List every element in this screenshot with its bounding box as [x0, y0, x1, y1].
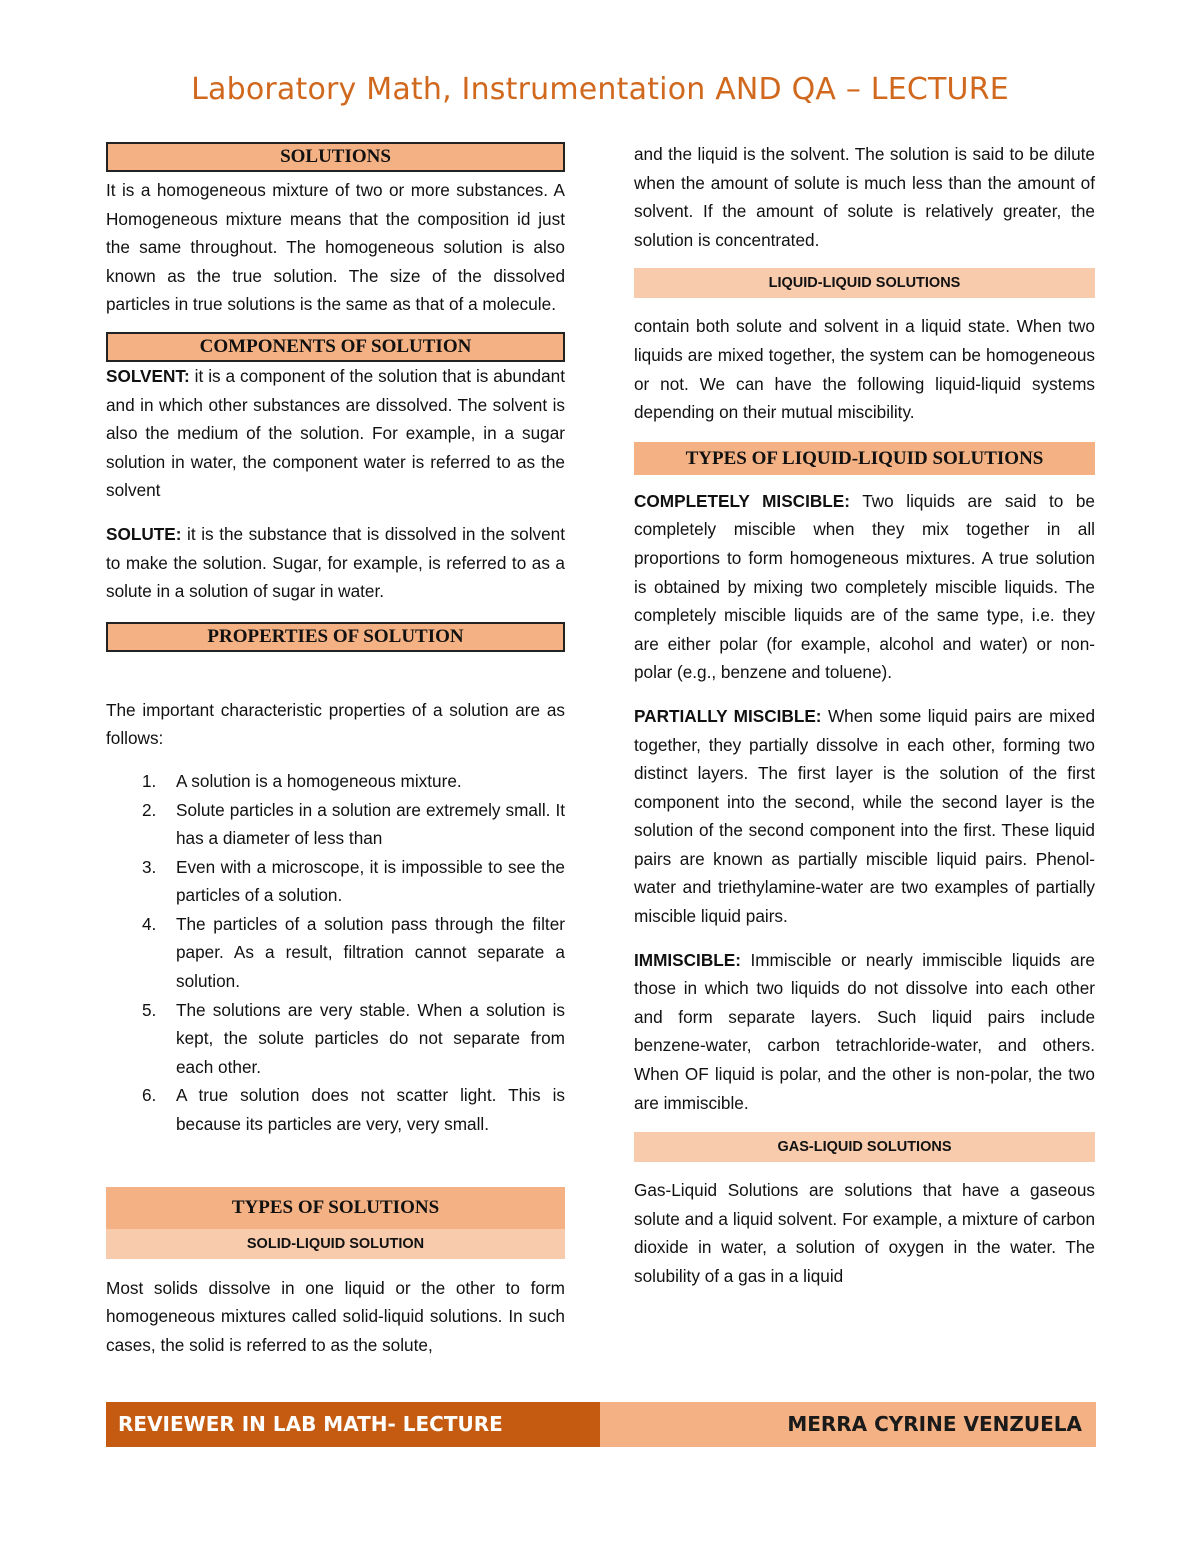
partially-label: PARTIALLY MISCIBLE: — [634, 705, 822, 726]
solute-label: SOLUTE: — [106, 523, 182, 544]
solute-text: it is the substance that is dissolved in the solvent to make the solution. Sugar, for example, is referred to as a solute in a solution of sugar in water. — [106, 523, 565, 602]
left-column — [106, 142, 565, 1359]
list-item: 1. A solution is a homogeneous mixture. — [142, 770, 462, 791]
completely-label: COMPLETELY MISCIBLE: — [634, 490, 850, 511]
properties-heading: PROPERTIES OF SOLUTION — [106, 622, 565, 652]
solutions-paragraph: It is a homogeneous mixture of two or more substances. A Homogeneous mixture means that the composition id just the same throughout. The homogeneous solution is also known as the true solution. The size of the dissolved particles in true solutions is the same as that of a molecule. — [106, 180, 565, 315]
partially-miscible-paragraph — [634, 702, 1095, 931]
types-of-solutions-block — [106, 1187, 565, 1259]
solvent-text: it is a component of the solution that is abundant and in which other substances are dissolved. The solvent is also the medium of the solution. For example, in a sugar solution in water, the component water is referred to as the solvent — [106, 365, 565, 501]
completely-miscible-paragraph — [634, 487, 1095, 687]
list-item: 3. Even with a microscope, it is impossible to see the particles of a solution. — [142, 856, 565, 906]
immiscible-label: IMMISCIBLE: — [634, 949, 741, 970]
partially-text: When some liquid pairs are mixed together, they partially dissolve in each other, forming two distinct layers. The first layer is the solution of the first component into the second, while the second layer is the solution of the second component into the first. These liquid pairs are known as partially miscible liquid pairs. Phenol-water and triethylamine-water are two examples of partially miscible liquid pairs. — [634, 705, 1096, 927]
properties-list — [106, 767, 565, 1139]
footer-left-label: REVIEWER IN LAB MATH- LECTURE — [106, 1402, 600, 1447]
continued-paragraph: and the liquid is the solvent. The solution is said to be dilute when the amount of solute is much less than the amount of solvent. If the amount of solute is relatively greater, the solution is concentrated. — [634, 144, 1095, 250]
types-liquid-liquid-heading: TYPES OF LIQUID-LIQUID SOLUTIONS — [634, 442, 1095, 475]
right-column — [634, 142, 1095, 1291]
completely-text: Two liquids are said to be completely miscible when they mix together in all proportions to form homogeneous mixtures. A true solution is obtained by mixing two completely miscible liquids. The completely miscible liquids are of the same type, i.e. they are either polar (for example, alcohol and water) or non-polar (e.g., benzene and toluene). — [634, 490, 1095, 683]
solutions-heading: SOLUTIONS — [106, 142, 565, 172]
components-heading: COMPONENTS OF SOLUTION — [106, 332, 565, 362]
properties-intro: The important characteristic properties of a solution are as follows: — [106, 699, 565, 749]
gas-liquid-paragraph: Gas-Liquid Solutions are solutions that have a gaseous solute and a liquid solvent. For example, a mixture of carbon dioxide in water, a solution of oxygen in the water. The solubility of a gas in a liquid — [634, 1180, 1095, 1286]
solvent-paragraph — [106, 362, 565, 505]
list-item: 4. The particles of a solution pass through the filter paper. As a result, filtration cannot separate a solution. — [142, 913, 565, 992]
immiscible-text: Immiscible or nearly immiscible liquids are those in which two liquids do not dissolve into each other and form separate layers. Such liquid pairs include benzene-water, carbon tetrachloride-water, and others. When OF liquid is polar, and the other is non-polar, the two are immiscible. — [634, 949, 1095, 1113]
list-item: 5. The solutions are very stable. When a solution is kept, the solute particles do not separate from each other. — [142, 999, 565, 1077]
solid-liquid-heading: SOLID-LIQUID SOLUTION — [106, 1229, 565, 1259]
list-item: 6. A true solution does not scatter light. This is because its particles are very, very small. — [142, 1085, 565, 1135]
list-item: 2. Solute particles in a solution are extremely small. It has a diameter of less than — [142, 799, 565, 849]
page-title: Laboratory Math, Instrumentation AND QA – LECTURE — [191, 72, 1009, 107]
solute-paragraph — [106, 520, 565, 606]
footer-bar — [106, 1402, 1096, 1447]
footer-author: MERRA CYRINE VENZUELA — [600, 1402, 1096, 1447]
immiscible-paragraph — [634, 946, 1095, 1118]
liquid-liquid-paragraph: contain both solute and solvent in a liquid state. When two liquids are mixed together, the system can be homogeneous or not. We can have the following liquid-liquid systems depending on their mutual miscibility. — [634, 316, 1095, 423]
liquid-liquid-heading: LIQUID-LIQUID SOLUTIONS — [634, 268, 1095, 298]
types-heading: TYPES OF SOLUTIONS — [106, 1187, 565, 1229]
solvent-label: SOLVENT: — [106, 365, 190, 386]
solid-liquid-paragraph: Most solids dissolve in one liquid or the other to form homogeneous mixtures called solid-liquid solutions. In such cases, the solid is referred to as the solute, — [106, 1277, 565, 1355]
gas-liquid-heading: GAS-LIQUID SOLUTIONS — [634, 1132, 1095, 1162]
